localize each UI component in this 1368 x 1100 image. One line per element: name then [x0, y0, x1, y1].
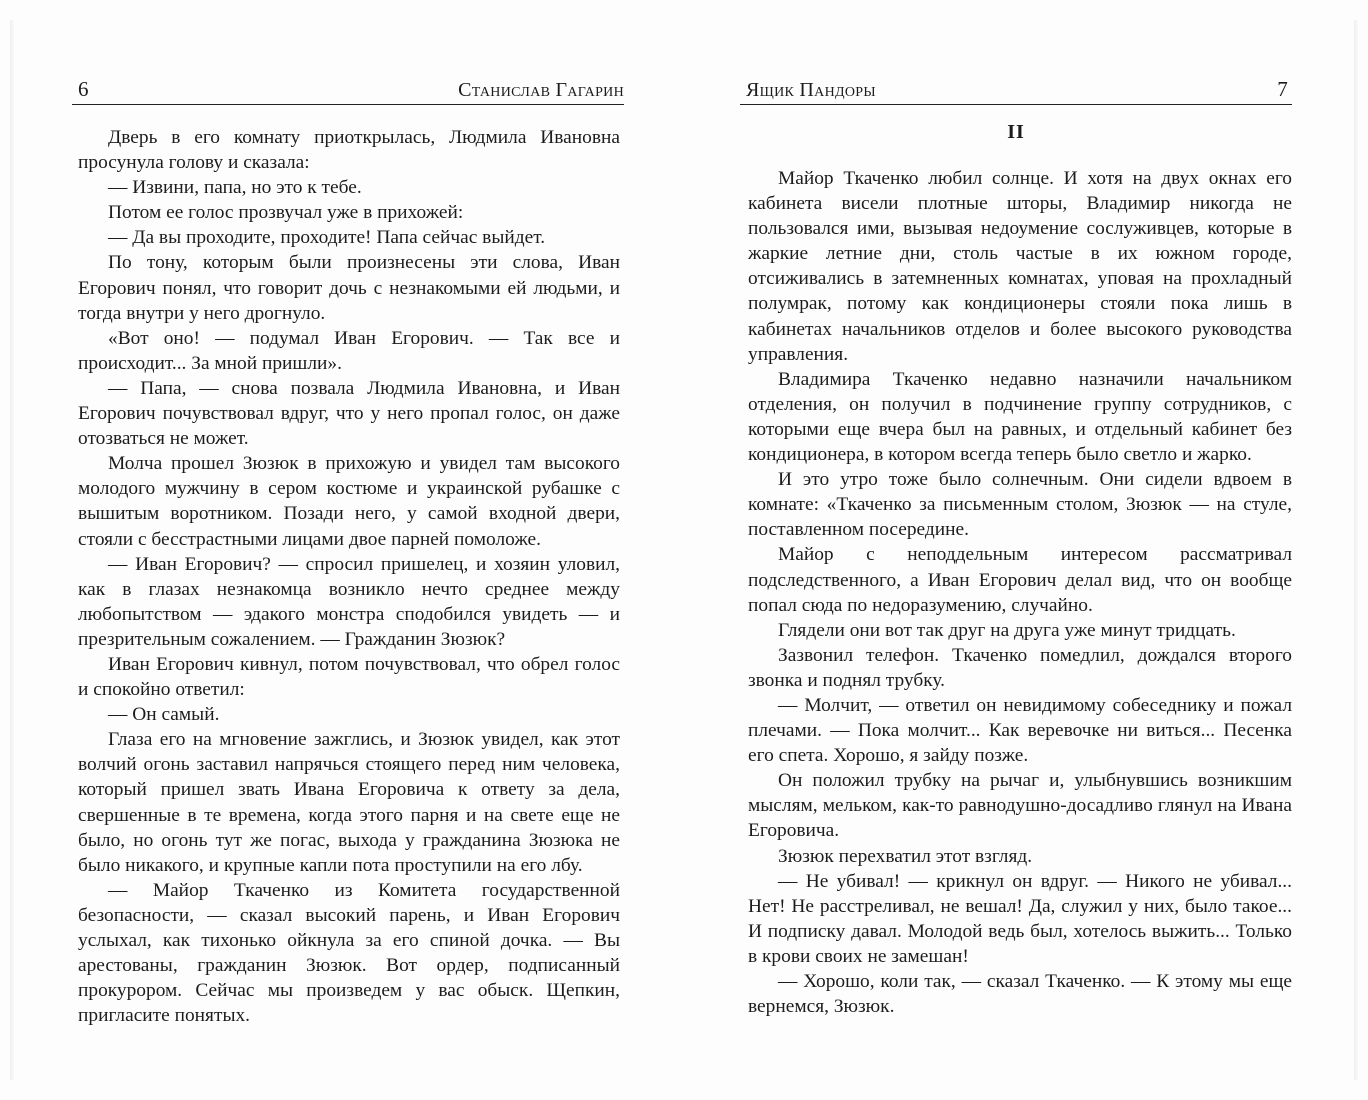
paragraph: — Майор Ткаченко из Комитета государственной безопасности, — сказал высокий парень, и Иван Егорович услыхал, как тихонько ойкнула за его спиной дочка. — Вы арестованы, гражданин Зюзюк. Вот ордер, подписанный прокурором. Сейчас мы произведем у вас обыск. Щепкин, пригласите понятых.: [78, 879, 620, 1027]
paragraph: Дверь в его комнату приоткрылась, Людмила Ивановна просунула голову и сказала:: [78, 127, 620, 174]
paragraph: Майор Ткаченко любил солнце. И хотя на двух окнах его кабинета висели плотные шторы, Владимир никогда не пользовался ими, вызывая недоумение сослуживцев, которые в жаркие летние дни, столь частые в их южном городе, отсиживались в затемненных комнатах, уповая на прохладный полумрак, потому как кондиционеры стояли пока лишь в кабинетах начальников отделов и более высокого руководства управления.: [748, 168, 1292, 365]
paragraph: — Не убивал! — крикнул он вдруг. — Никого не убивал... Нет! Не расстреливал, не вешал! Да, служил у них, было такое... И подписку давал. Молодой ведь был, хотелось выжить... Только в крови своих не замешан!: [748, 870, 1292, 967]
right-page-number: 7: [1277, 77, 1288, 101]
paragraph: — Молчит, — ответил он невидимому собеседнику и пожал плечами. — Пока молчит... Как веревочке ни виться... Песенка его спета. Хорошо, я зайду позже.: [748, 694, 1292, 767]
paragraph: — Хорошо, коли так, — сказал Ткаченко. — К этому мы еще вернемся, Зюзюк.: [748, 971, 1292, 1018]
left-running-title: Станислав Гагарин: [458, 79, 624, 101]
right-running-title: Ящик Пандоры: [746, 79, 876, 101]
paragraph: Зазвонил телефон. Ткаченко помедлил, дождался второго звонка и поднял трубку.: [748, 644, 1292, 691]
right-page-edge: [1354, 20, 1358, 1080]
paragraph: «Вот оно! — подумал Иван Егорович. — Так все и происходит... За мной пришли».: [78, 327, 620, 374]
left-page-number: 6: [78, 77, 89, 101]
right-running-head: [740, 74, 1292, 105]
paragraph: — Извини, папа, но это к тебе.: [108, 177, 362, 199]
paragraph: — Он самый.: [108, 704, 220, 726]
right-page-text: [740, 166, 1292, 1019]
left-page: [72, 74, 624, 1028]
left-page-edge: [10, 20, 14, 1080]
paragraph: Потом ее голос прозвучал уже в прихожей:: [108, 202, 464, 224]
paragraph: Молча прошел Зюзюк в прихожую и увидел там высокого молодого мужчину в сером костюме и украинской рубашке с вышитым воротником. Позади него, у самой входной двери, стояли с бесстрастными лицами двое парней помоложе.: [78, 453, 620, 550]
right-page: [740, 74, 1292, 1019]
chapter-heading: II: [1007, 121, 1025, 143]
paragraph: Иван Егорович кивнул, потом почувствовал, что обрел голос и спокойно ответил:: [78, 653, 620, 701]
paragraph: И это утро тоже было солнечным. Они сидели вдвоем в комнате: «Ткаченко за письменным столом, Зюзюк — на стуле, поставленном посередине.: [748, 469, 1292, 541]
paragraph: — Иван Егорович? — спросил пришелец, и хозяин уловил, как в глазах незнакомца возникло нечто среднее между любопытством — эдакого монстра сподобился увидеть — и презрительным сожалением. — Гражданин Зюзюк?: [78, 553, 620, 650]
paragraph: Он положил трубку на рычаг и, улыбнувшись возникшим мыслям, мельком, как-то равнодушно-досадливо глянул на Ивана Егоровича.: [748, 770, 1292, 842]
paragraph: Глядели они вот так друг на друга уже минут тридцать.: [778, 619, 1236, 641]
left-running-head: [72, 74, 624, 105]
paragraph: Глаза его на мгновение зажглись, и Зюзюк увидел, как этот волчий огонь заставил напрячься стоящего перед ним человека, который пришел звать Ивана Егоровича к ответу за дела, свершенные в те времена, когда этого парня и на свете еще не было, но огонь тут же погас, выхода у гражданина Зюзюка не было никакого, и крупные капли пота проступили на его лбу.: [78, 729, 620, 876]
paragraph: — Папа, — снова позвала Людмила Ивановна, и Иван Егорович почувствовал вдруг, что у него пропал голос, он даже отозваться не может.: [78, 377, 620, 450]
paragraph: По тону, которым были произнесены эти слова, Иван Егорович понял, что говорит дочь с незнакомыми ей людьми, и тогда внутри у него дрогнуло.: [78, 252, 620, 324]
paragraph: Владимира Ткаченко недавно назначили начальником отделения, он получил в подчинение группу сотрудников, с которыми еще вчера был на равных, и отдельный кабинет без кондиционера, в котором всегда теперь было светло и жарко.: [748, 368, 1292, 466]
paragraph: — Да вы проходите, проходите! Папа сейчас выйдет.: [108, 227, 546, 249]
left-page-text: [72, 125, 624, 1028]
paragraph: Зюзюк перехватил этот взгляд.: [778, 845, 1033, 867]
paragraph: Майор с неподдельным интересом рассматривал подследственного, а Иван Егорович делал вид, что он вообще попал сюда по недоразумению, случайно.: [748, 544, 1292, 616]
